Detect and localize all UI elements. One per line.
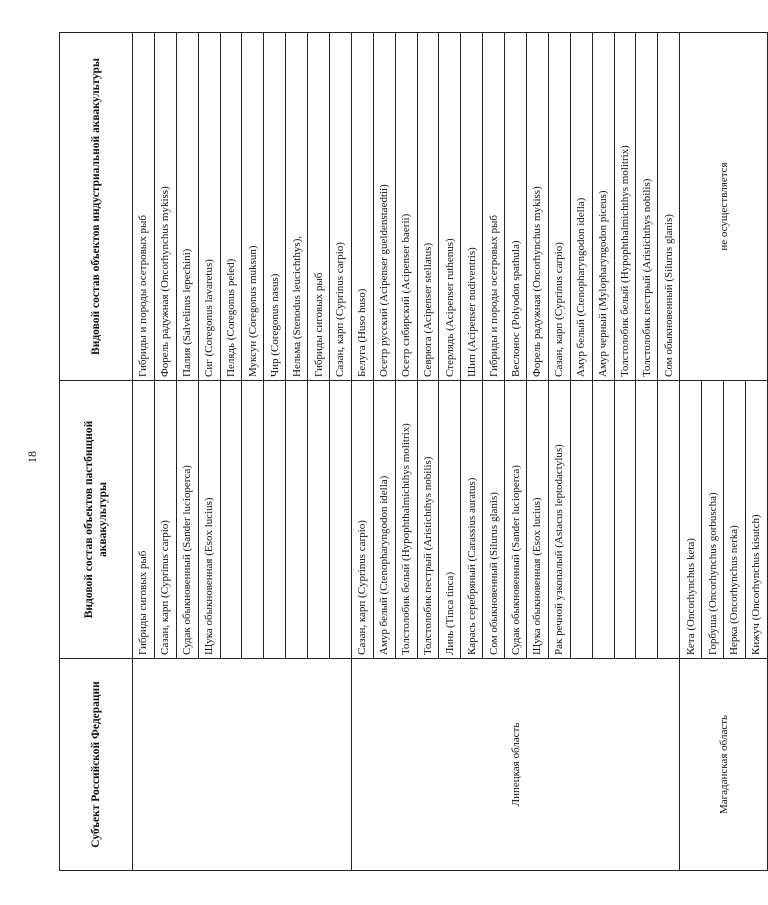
pasture-species-cell xyxy=(264,381,286,659)
pasture-species-cell xyxy=(636,381,658,659)
pasture-species-cell: Гибриды сиговых рыб xyxy=(133,381,155,659)
pasture-species-cell: Карась серебряный (Carassius auratus) xyxy=(461,381,483,659)
industrial-species-cell: Муксун (Coregonus muksun) xyxy=(242,33,264,381)
industrial-species-cell: Севрюга (Acipenser stellatus) xyxy=(417,33,439,381)
industrial-species-cell: Форель радужная (Oncorhynchus mykiss) xyxy=(527,33,549,381)
region-cell: Липецкая область xyxy=(351,659,679,871)
industrial-species-cell: Толстолобик пестрый (Aristichthys nobilis) xyxy=(636,33,658,381)
industrial-species-cell: Форель радужная (Oncorhynchus mykiss) xyxy=(154,33,176,381)
pasture-species-cell: Сом обыкновенный (Silurus glanis) xyxy=(483,381,505,659)
pasture-species-cell: Щука обыкновенная (Esox lucius) xyxy=(527,381,549,659)
pasture-species-cell xyxy=(308,381,330,659)
pasture-species-cell: Линь (Tinca tinca) xyxy=(439,381,461,659)
pasture-species-cell xyxy=(614,381,636,659)
industrial-species-cell: Белуга (Huso huso) xyxy=(351,33,373,381)
pasture-species-cell: Щука обыкновенная (Esox lucius) xyxy=(198,381,220,659)
pasture-species-cell xyxy=(592,381,614,659)
pasture-species-cell: Нерка (Oncorhynchus nerka) xyxy=(724,381,746,659)
pasture-species-cell: Сазан, карп (Cyprinus carpio) xyxy=(351,381,373,659)
industrial-species-cell: Сазан, карп (Cyprinus carpio) xyxy=(330,33,352,381)
industrial-species-cell: Пелядь (Coregonus peled) xyxy=(220,33,242,381)
industrial-species-cell: Сиг (Coregonus lavaretus) xyxy=(198,33,220,381)
industrial-species-cell: Палия (Salvelinus lepechini) xyxy=(176,33,198,381)
region-cell xyxy=(133,659,352,871)
pasture-species-cell: Судак обыкновенный (Sander lucioperca) xyxy=(176,381,198,659)
pasture-species-cell xyxy=(286,381,308,659)
industrial-species-cell: Гибриды и породы осетровых рыб xyxy=(483,33,505,381)
industrial-species-cell: Чир (Coregonus nasus) xyxy=(264,33,286,381)
table-row xyxy=(133,33,155,871)
header-industrial: Видовой состав объектов индустриальной аквакультуры xyxy=(60,33,133,381)
industrial-species-cell: Амур черный (Mylopharyngodon piceus) xyxy=(592,33,614,381)
pasture-species-cell: Амур белый (Ctenopharyngodon idella) xyxy=(373,381,395,659)
industrial-species-cell: Стерлядь (Acipenser ruthenus) xyxy=(439,33,461,381)
pasture-species-cell: Горбуша (Oncorhynchus gorbuscha) xyxy=(702,381,724,659)
table-row xyxy=(351,33,373,871)
table-container xyxy=(59,33,763,871)
industrial-note-cell: не осуществляется xyxy=(680,33,768,381)
industrial-species-cell: Толстолобик белый (Hypophthalmichthys molitrix) xyxy=(614,33,636,381)
industrial-species-cell: Веслонос (Polyodon spathula) xyxy=(505,33,527,381)
pasture-species-cell xyxy=(658,381,680,659)
industrial-species-cell: Осетр русский (Acipenser gueldenstaedtii) xyxy=(373,33,395,381)
industrial-species-cell: Сазан, карп (Cyprinus carpio) xyxy=(548,33,570,381)
pasture-species-cell: Кижуч (Oncorhynchus kisutch) xyxy=(745,381,767,659)
table-header-row xyxy=(60,33,133,871)
industrial-species-cell: Амур белый (Ctenopharyngodon idella) xyxy=(570,33,592,381)
industrial-species-cell: Гибриды сиговых рыб xyxy=(308,33,330,381)
industrial-species-cell: Гибриды и породы осетровых рыб xyxy=(133,33,155,381)
pasture-species-cell: Судак обыкновенный (Sander lucioperca) xyxy=(505,381,527,659)
header-pasture: Видовой состав объектов пастбищной аквакультуры xyxy=(60,381,133,659)
pasture-species-cell: Кета (Oncorhynchus keta) xyxy=(680,381,702,659)
region-cell: Магаданская область xyxy=(680,659,768,871)
pasture-species-cell xyxy=(570,381,592,659)
industrial-species-cell: Осетр сибирский (Acipenser baerii) xyxy=(395,33,417,381)
pasture-species-cell xyxy=(242,381,264,659)
table-body xyxy=(133,33,768,871)
pasture-species-cell: Толстолобик белый (Hypophthalmichthys molitrix) xyxy=(395,381,417,659)
pasture-species-cell: Толстолобик пестрый (Aristichthys nobilis) xyxy=(417,381,439,659)
pasture-species-cell: Сазан, карп (Cyprinus carpio) xyxy=(154,381,176,659)
industrial-species-cell: Нельма (Stenodus leucichthys), xyxy=(286,33,308,381)
pasture-species-cell xyxy=(330,381,352,659)
industrial-species-cell: Шип (Acipenser nudiventris) xyxy=(461,33,483,381)
table-row xyxy=(680,33,702,871)
pasture-species-cell: Рак речной узкопалый (Astacus leptodactylus) xyxy=(548,381,570,659)
page-number: 18 xyxy=(24,451,39,463)
species-table xyxy=(59,32,768,871)
industrial-species-cell: Сом обыкновенный (Silurus glanis) xyxy=(658,33,680,381)
header-subject: Субъект Российской Федерации xyxy=(60,659,133,871)
rotated-page xyxy=(59,33,763,871)
pasture-species-cell xyxy=(220,381,242,659)
